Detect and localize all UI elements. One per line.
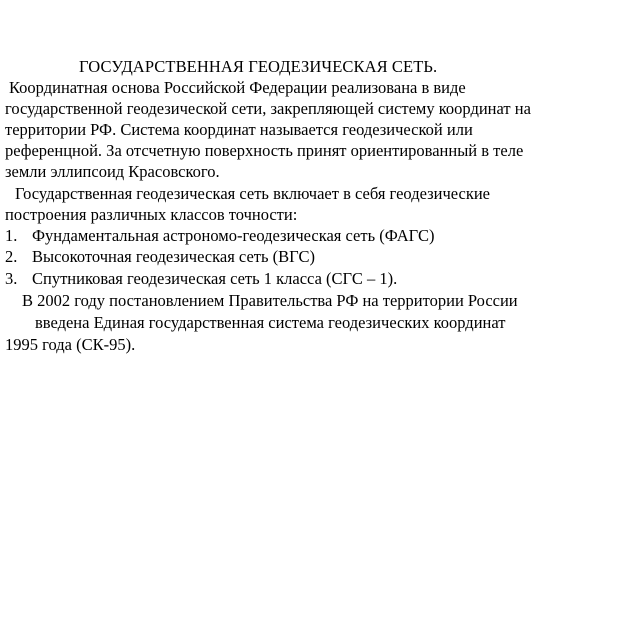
paragraph-1-line-4: референцной. За отсчетную поверхность принят ориентированный в теле	[5, 141, 524, 160]
list-item	[5, 268, 397, 289]
list-item-number: 2.	[5, 247, 18, 266]
list-item-number: 3.	[5, 269, 18, 288]
paragraph-3-line-3: 1995 года (СК-95).	[5, 335, 136, 354]
paragraph-3-line-2: введена Единая государственная система геодезических координат	[35, 313, 506, 332]
page-title: ГОСУДАРСТВЕННАЯ ГЕОДЕЗИЧЕСКАЯ СЕТЬ.	[79, 57, 438, 76]
list-item	[5, 225, 434, 246]
paragraph-2-line-2: построения различных классов точности:	[5, 205, 298, 224]
paragraph-1-line-5: земли эллипсоид Красовского.	[5, 162, 220, 181]
paragraph-1-line-2: государственной геодезической сети, закрепляющей систему координат на	[5, 99, 531, 118]
list-item	[5, 246, 315, 267]
paragraph-1-line-1: Координатная основа Российской Федерации реализована в виде	[9, 78, 466, 97]
list-item-text: Фундаментальная астрономо-геодезическая сеть (ФАГС)	[32, 226, 435, 245]
list-item-text: Спутниковая геодезическая сеть 1 класса (СГС – 1).	[32, 269, 398, 288]
paragraph-1-line-3: территории РФ. Система координат называется геодезической или	[5, 120, 473, 139]
list-item-number: 1.	[5, 226, 18, 245]
paragraph-3-line-1: В 2002 году постановлением Правительства РФ на территории России	[22, 291, 518, 310]
paragraph-2-line-1: Государственная геодезическая сеть включает в себя геодезические	[15, 184, 490, 203]
list-item-text: Высокоточная геодезическая сеть (ВГС)	[32, 247, 315, 266]
